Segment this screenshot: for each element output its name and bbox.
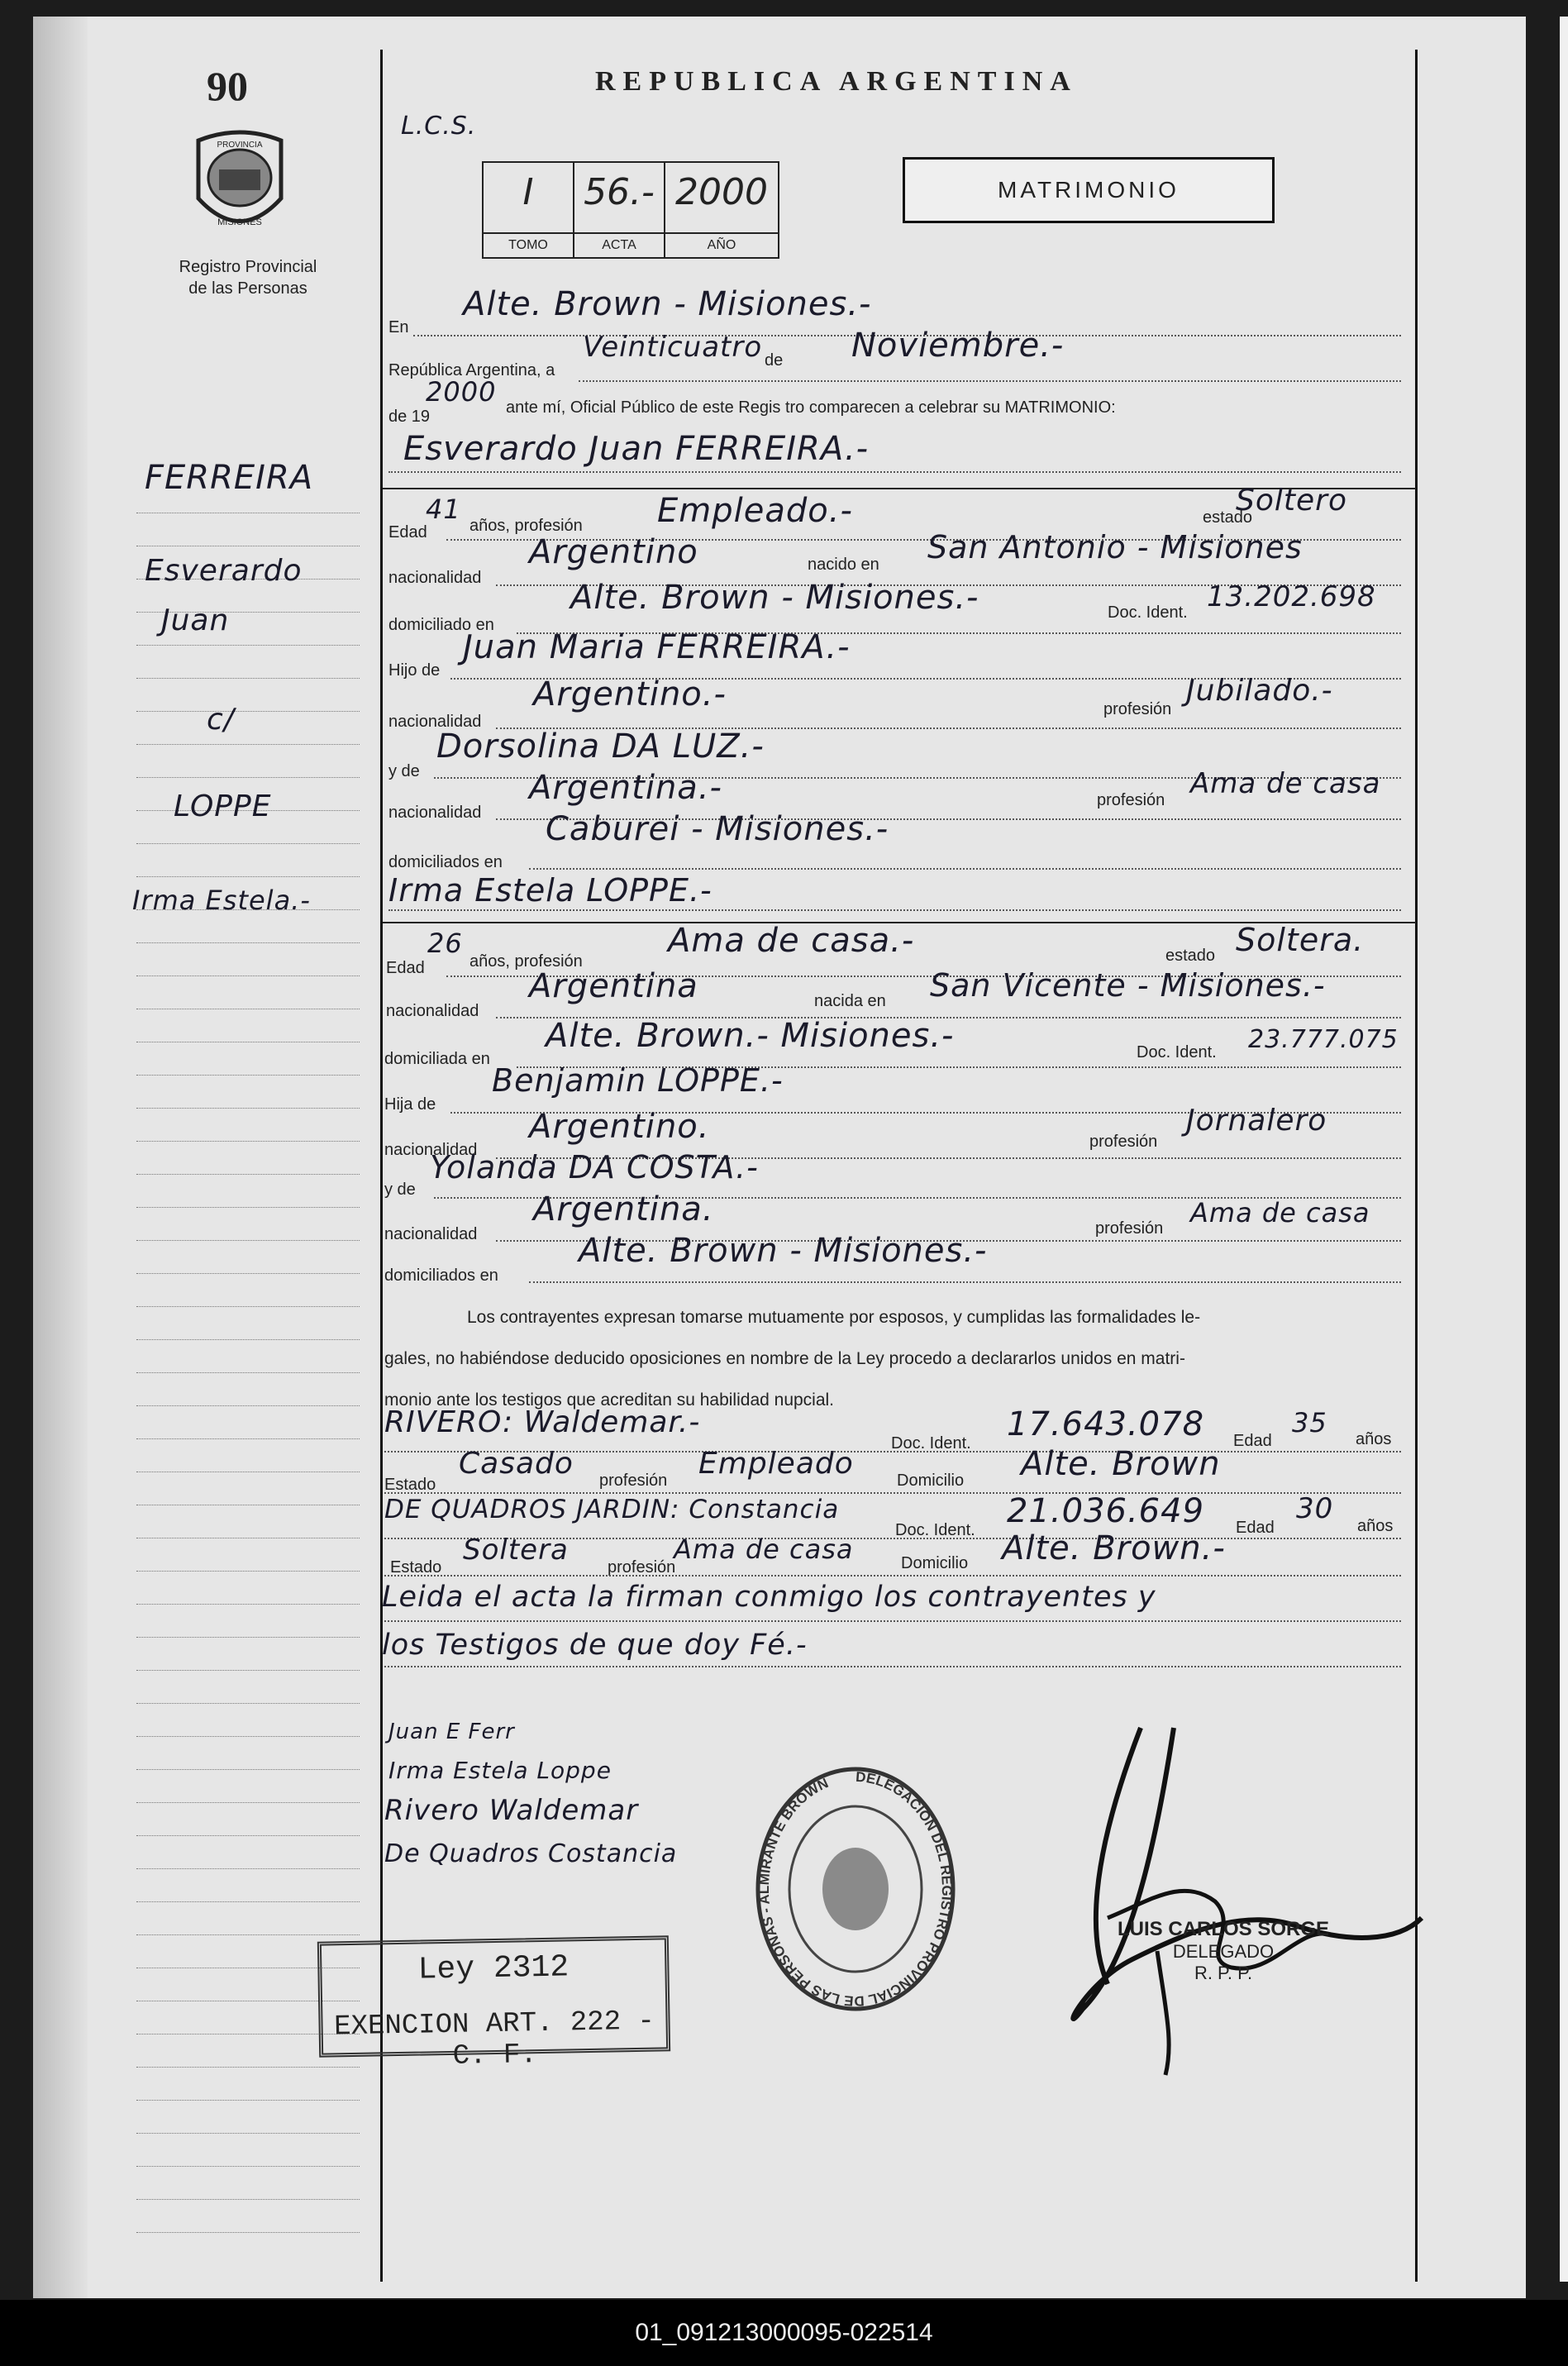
- margin-rule-line: [136, 1769, 360, 1771]
- anio-box: 2000 AÑO: [664, 161, 779, 259]
- label-mother-prof: profesión: [1097, 791, 1165, 809]
- label-hija: Hija de: [384, 1095, 436, 1114]
- bride-status: Soltera.: [1236, 922, 1365, 958]
- margin-rule-line: [136, 711, 360, 713]
- witness2-name: DE QUADROS JARDIN: Constancia: [384, 1495, 840, 1524]
- witness1-name: RIVERO: Waldemar.-: [384, 1405, 701, 1439]
- signature-witness1: Rivero Waldemar: [384, 1794, 639, 1827]
- label-father-nac: nacionalidad: [388, 713, 482, 731]
- margin-rule-line: [136, 876, 360, 878]
- margin-rule-line: [136, 1736, 360, 1738]
- bride-parents-domicile: Alte. Brown - Misiones.-: [579, 1232, 988, 1270]
- margin-rule-line: [136, 2232, 360, 2234]
- label-bmother-prof: profesión: [1095, 1219, 1164, 1238]
- label-bride-nacida: nacida en: [814, 992, 886, 1010]
- label-bride-estado: estado: [1165, 947, 1216, 965]
- label-groom-yde: y de: [388, 762, 420, 780]
- value-day: Veinticuatro: [583, 331, 763, 364]
- witness2-domicile: Alte. Brown.-: [1002, 1529, 1226, 1567]
- label-father-prof: profesión: [1103, 700, 1172, 718]
- margin-rule-line: [136, 1703, 360, 1705]
- svg-text:PROVINCIA: PROVINCIA: [217, 141, 263, 150]
- margin-rule-line: [136, 1042, 360, 1043]
- margin-conjunction: c/: [207, 703, 235, 737]
- margin-name-bride: Irma Estela.-: [132, 885, 311, 916]
- groom-parents-domicile: Caburei - Misiones.-: [546, 810, 889, 848]
- exemption-stamp: Ley 2312 EXENCION ART. 222 - C. F.: [317, 1935, 670, 2057]
- line-bride-name: [388, 909, 1401, 911]
- bride-domicile: Alte. Brown.- Misiones.-: [546, 1017, 955, 1055]
- label-w2-edad: Edad: [1236, 1519, 1275, 1537]
- label-ante: ante mí, Oficial Público de este Regis tro comparecen a celebrar su MATRIMONIO:: [506, 398, 1116, 417]
- margin-rule-line: [136, 1901, 360, 1903]
- bride-father: Benjamin LOPPE.-: [492, 1062, 784, 1099]
- margin-rule-line: [136, 1372, 360, 1374]
- bride-profession: Ama de casa.-: [668, 922, 915, 960]
- line-groom-name: [388, 471, 1401, 473]
- witness2-doc: 21.036.649: [1007, 1492, 1205, 1530]
- label-groom-doc: Doc. Ident.: [1108, 603, 1188, 622]
- witness1-profession: Empleado: [698, 1447, 854, 1481]
- label-bride-anos: años, profesión: [469, 952, 583, 971]
- margin-rule-line: [136, 777, 360, 779]
- label-w1-anos: años: [1356, 1430, 1392, 1448]
- groom-age: 41: [426, 494, 461, 525]
- statement-line-1: Los contrayentes expresan tomarse mutuamente por esposos, y cumplidas las formalidades le-: [467, 1308, 1201, 1327]
- label-groom-nac: nacionalidad: [388, 569, 482, 587]
- margin-rule-line: [136, 843, 360, 845]
- margin-rule-line: [136, 1207, 360, 1209]
- label-groom-edad: Edad: [388, 523, 427, 541]
- label-republica: República Argentina, a: [388, 361, 555, 379]
- line-date: [579, 380, 1401, 382]
- line-closing-2: [384, 1666, 1401, 1667]
- closing-line-2: los Testigos de que doy Fé.-: [382, 1629, 808, 1662]
- statement-line-2: gales, no habiéndose deducido oposiciones en nombre de la Ley procedo a declararlos unidos en matri-: [384, 1349, 1185, 1368]
- label-w2-anos: años: [1357, 1517, 1394, 1535]
- signature-witness2: De Quadros Costancia: [384, 1839, 678, 1868]
- margin-rule-line: [136, 1934, 360, 1936]
- label-bride-nac: nacionalidad: [386, 1002, 479, 1020]
- witness1-domicile: Alte. Brown: [1021, 1445, 1221, 1483]
- groom-nationality: Argentino: [529, 533, 698, 571]
- margin-rule-line: [136, 546, 360, 547]
- line-closing-1: [384, 1620, 1401, 1622]
- registry-name: Registro Provincial de las Personas: [179, 258, 317, 298]
- value-month: Noviembre.-: [851, 327, 1065, 365]
- margin-rule-line: [136, 1339, 360, 1341]
- margin-rule-line: [136, 1108, 360, 1109]
- label-mother-nac: nacionalidad: [388, 804, 482, 822]
- label-en: En: [388, 318, 409, 336]
- label-groom-nacido: nacido en: [808, 556, 879, 574]
- svg-text:MISIONES: MISIONES: [217, 217, 262, 227]
- witness1-age: 35: [1292, 1407, 1327, 1438]
- margin-rule-line: [136, 1174, 360, 1176]
- line-w1-b: [384, 1492, 1401, 1494]
- margin-rule-line: [136, 1141, 360, 1142]
- label-w1-doc: Doc. Ident.: [891, 1434, 971, 1453]
- value-place: Alte. Brown - Misiones.-: [463, 285, 872, 323]
- margin-rule-line: [136, 1472, 360, 1473]
- margin-rule-line: [136, 1405, 360, 1407]
- label-bride-dom: domiciliada en: [384, 1050, 490, 1068]
- margin-rule-line: [136, 1009, 360, 1010]
- bride-mother-nationality: Argentina.: [533, 1190, 714, 1228]
- bride-age: 26: [427, 928, 463, 959]
- witness1-doc: 17.643.078: [1007, 1405, 1205, 1443]
- margin-surname-groom: FERREIRA: [145, 459, 314, 497]
- margin-rule-line: [136, 744, 360, 746]
- statement-line-3: monio ante los testigos que acreditan su habilidad nupcial.: [384, 1391, 835, 1410]
- bride-birthplace: San Vicente - Misiones.-: [930, 967, 1326, 1004]
- witness2-status: Soltera: [463, 1534, 569, 1567]
- witness1-status: Casado: [459, 1447, 574, 1481]
- closing-line-1: Leida el acta la firman conmigo los contrayentes y: [382, 1581, 1156, 1614]
- margin-rule-line: [136, 1571, 360, 1572]
- margin-rule-line: [136, 1670, 360, 1672]
- registry-seal-icon: [744, 1757, 967, 2030]
- label-bmother-nac: nacionalidad: [384, 1225, 478, 1243]
- margin-rule-line: [136, 1637, 360, 1639]
- label-w1-estado: Estado: [384, 1476, 436, 1494]
- bride-mother: Yolanda DA COSTA.-: [430, 1149, 759, 1185]
- groom-mother-nationality: Argentina.-: [529, 769, 722, 807]
- label-w2-dom: Domicilio: [901, 1554, 969, 1572]
- acta-box: 56.- ACTA: [573, 161, 665, 259]
- label-bride-edad: Edad: [386, 959, 425, 977]
- bride-doc: 23.777.075: [1248, 1025, 1399, 1054]
- margin-rule-line: [136, 1075, 360, 1076]
- margin-rule-line: [136, 1505, 360, 1506]
- label-bride-yde: y de: [384, 1181, 416, 1199]
- signature-groom: Juan E Ferr: [388, 1720, 515, 1744]
- groom-father-nationality: Argentino.-: [533, 675, 727, 713]
- margin-rule-line: [136, 1835, 360, 1837]
- label-w2-doc: Doc. Ident.: [895, 1521, 975, 1539]
- line-w2-b: [384, 1575, 1401, 1577]
- line-bride-domiciliados: [529, 1281, 1401, 1283]
- margin-first-name-groom: Esverardo: [145, 554, 303, 588]
- initials: L.C.S.: [401, 112, 477, 141]
- label-de19: de 19: [388, 408, 431, 426]
- groom-domicile: Alte. Brown - Misiones.-: [570, 579, 979, 617]
- margin-rule-line: [136, 1240, 360, 1242]
- margin-rule-line: [136, 1604, 360, 1605]
- margin-rule-line: [136, 2199, 360, 2201]
- margin-rule-line: [136, 2133, 360, 2135]
- label-w1-prof: profesión: [599, 1472, 668, 1490]
- label-bride-doc: Doc. Ident.: [1137, 1043, 1217, 1061]
- label-bfather-prof: profesión: [1089, 1133, 1158, 1151]
- margin-rule-line: [136, 1802, 360, 1804]
- margin-rule-line: [136, 645, 360, 646]
- margin-second-name-groom: Juan: [161, 603, 230, 637]
- margin-rule-line: [136, 513, 360, 514]
- officer-stamp: LUIS CARLOS SORGE DELEGADO R. P. P.: [1117, 1918, 1330, 1983]
- binding-edge: [38, 17, 88, 2298]
- record-type-box: MATRIMONIO: [903, 157, 1275, 223]
- margin-rule-line: [136, 942, 360, 944]
- label-w1-dom: Domicilio: [897, 1472, 965, 1490]
- label-w2-prof: profesión: [608, 1558, 676, 1577]
- witness2-profession: Ama de casa: [674, 1534, 854, 1565]
- bride-father-nationality: Argentino.: [529, 1108, 710, 1146]
- bride-father-profession: Jornalero: [1186, 1104, 1327, 1138]
- margin-rule-line: [136, 678, 360, 680]
- groom-birthplace: San Antonio - Misiones: [927, 529, 1303, 565]
- label-groom-dom: domiciliado en: [388, 616, 494, 634]
- margin-rule-line: [136, 2166, 360, 2168]
- groom-father: Juan Maria FERREIRA.-: [463, 628, 851, 666]
- bride-nationality: Argentina: [529, 967, 698, 1005]
- margin-rule-line: [136, 1438, 360, 1440]
- groom-profession: Empleado.-: [657, 492, 853, 530]
- groom-doc: 13.202.698: [1207, 580, 1376, 613]
- margin-rule-line: [136, 1273, 360, 1275]
- margin-rule-line: [136, 2100, 360, 2101]
- value-year: 2000: [426, 376, 497, 408]
- svg-text:DELEGACION DEL REGISTRO PROVIN: DELEGACION DEL REGISTRO PROVINCIAL DE LAS PERSONAS - ALMIRANTE BROWN: [755, 1768, 956, 2010]
- footer-file-id: 01_091213000095-022514: [0, 2300, 1568, 2366]
- label-groom-domiciliados: domiciliados en: [388, 853, 503, 871]
- margin-rule-line: [136, 1868, 360, 1870]
- margin-rule-line: [136, 1306, 360, 1308]
- officer-signature-icon: [1033, 1711, 1430, 2092]
- label-groom-anos: años, profesión: [469, 517, 583, 535]
- label-hijo: Hijo de: [388, 661, 441, 680]
- tomo-box: I TOMO: [482, 161, 574, 259]
- label-bfather-nac: nacionalidad: [384, 1141, 478, 1159]
- next-page-edge: [1560, 17, 1568, 2282]
- label-bride-domiciliados: domiciliados en: [384, 1266, 498, 1285]
- groom-name: Esverardo Juan FERREIRA.-: [403, 430, 870, 468]
- label-de: de: [765, 351, 784, 370]
- groom-mother-profession: Ama de casa: [1190, 767, 1381, 800]
- groom-status: Soltero: [1236, 484, 1347, 518]
- signature-bride: Irma Estela Loppe: [388, 1757, 612, 1784]
- label-w2-estado: Estado: [390, 1558, 442, 1577]
- label-groom-estado: estado: [1203, 508, 1253, 527]
- groom-mother: Dorsolina DA LUZ.-: [436, 727, 765, 766]
- witness2-age: 30: [1296, 1492, 1334, 1525]
- margin-rule-line: [136, 1538, 360, 1539]
- line-groom-domiciliados: [529, 868, 1401, 870]
- country-title: REPUBLICA ARGENTINA: [595, 66, 1078, 97]
- margin-rule-line: [136, 975, 360, 977]
- label-w1-edad: Edad: [1233, 1432, 1272, 1450]
- margin-surname-bride: LOPPE: [174, 789, 272, 823]
- bride-mother-profession: Ama de casa: [1190, 1197, 1370, 1228]
- groom-father-profession: Jubilado.-: [1186, 674, 1333, 708]
- province-crest-icon: [178, 124, 302, 248]
- page-number: 90: [207, 63, 248, 109]
- bride-name: Irma Estela LOPPE.-: [388, 872, 713, 909]
